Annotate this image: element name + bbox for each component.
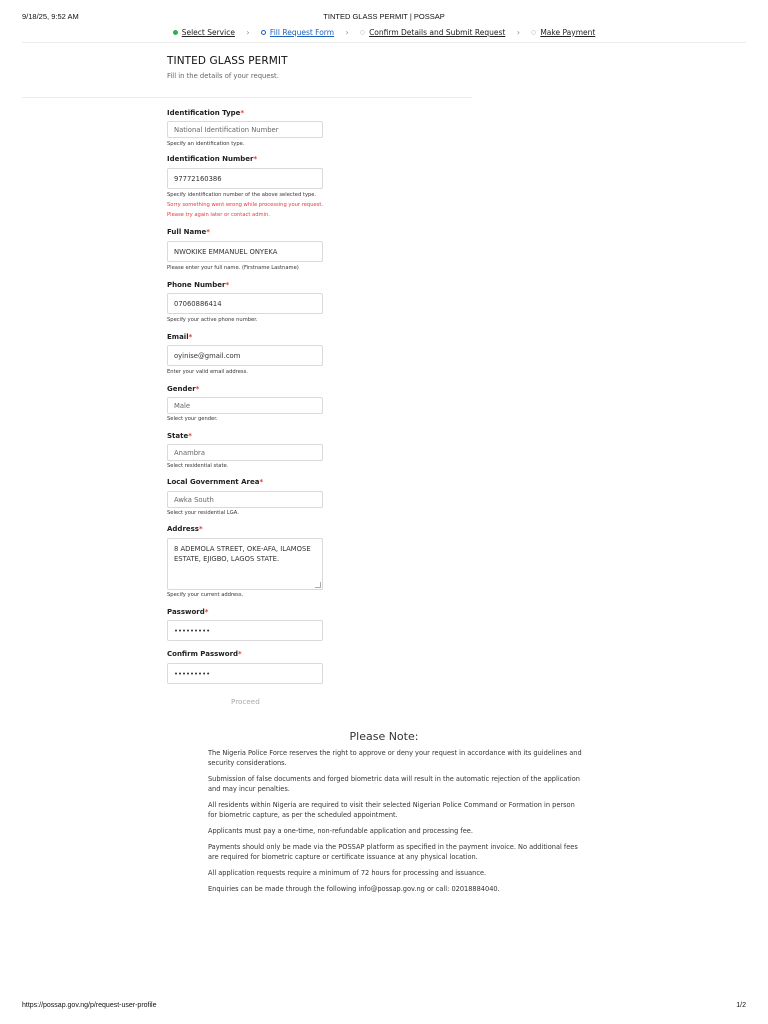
email-help: Enter your valid email address. [167, 369, 248, 375]
chevron-right-icon: › [516, 27, 520, 37]
full-name-label [167, 228, 210, 236]
phone-input[interactable]: 07060886414 [167, 293, 323, 314]
divider [22, 42, 746, 43]
password-input[interactable]: ••••••••• [167, 620, 323, 641]
confirm-password-label [167, 650, 242, 658]
required-mark: * [225, 281, 230, 289]
notes-title: Please Note: [349, 730, 419, 743]
label-text: Identification Number [167, 155, 254, 163]
gender-select[interactable]: Male [167, 397, 323, 414]
note-item: Applicants must pay a one-time, non-refundable application and processing fee. [208, 827, 473, 835]
note-item: Submission of false documents and forged biometric data will result in the automatic rejection of the application and may incur penalties. [208, 775, 580, 793]
id-number-label [167, 155, 257, 163]
full-name-help: Please enter your full name. (Firstname Lastname) [167, 265, 299, 271]
id-type-help: Specify an identification type. [167, 141, 245, 147]
gender-label [167, 385, 199, 393]
note-item: All application requests require a minimum of 72 hours for processing and issuance. [208, 869, 487, 877]
step-label: Make Payment [540, 27, 596, 37]
confirm-password-input[interactable]: ••••••••• [167, 663, 323, 684]
lga-select[interactable]: Awka South [167, 491, 323, 508]
page-subtitle: Fill in the details of your request. [167, 72, 279, 80]
address-textarea[interactable] [167, 538, 323, 590]
divider [22, 97, 472, 98]
note-item: All residents within Nigeria are required to visit their selected Nigerian Police Command or Formation in person for biometric capture, as per the scheduled appointment. [208, 801, 575, 819]
print-datetime: 9/18/25, 9:52 AM [22, 12, 79, 21]
label-text: State [167, 432, 189, 440]
chevron-right-icon: › [246, 27, 250, 37]
full-name-input[interactable]: NWOKIKE EMMANUEL ONYEKA [167, 241, 323, 262]
required-mark: * [188, 333, 193, 341]
print-url: https://possap.gov.ng/p/request-user-profile [22, 1002, 157, 1009]
check-circle-icon [173, 30, 178, 35]
step-label: Fill Request Form [269, 27, 335, 37]
error-message: Sorry something went wrong while processing your request. [167, 202, 324, 208]
lga-label [167, 478, 263, 486]
label-text: Full Name [167, 228, 207, 236]
label-text: Identification Type [167, 109, 241, 117]
required-mark: * [204, 608, 209, 616]
note-item: Payments should only be made via the POSSAP platform as specified in the payment invoice. No additional fees are required for biometric capture or certificate issuance at any physical location. [208, 843, 578, 861]
state-label [167, 432, 192, 440]
label-text: Email [167, 333, 189, 341]
label-text: Password [167, 608, 205, 616]
required-mark: * [238, 650, 242, 658]
state-select[interactable]: Anambra [167, 444, 323, 461]
chevron-right-icon: › [345, 27, 349, 37]
address-help: Specify your current address. [167, 592, 244, 598]
id-type-select[interactable]: National Identification Number [167, 121, 323, 138]
proceed-button[interactable]: Proceed [231, 697, 260, 706]
print-page-number: 1/2 [736, 1002, 746, 1009]
password-label [167, 608, 208, 616]
step-make-payment[interactable] [531, 28, 595, 37]
address-value: 8 ADEMOLA STREET, OKE-AFA, ILAMOSE ESTATE, EJIGBO, LAGOS STATE. [174, 545, 311, 563]
lga-help: Select your residential LGA. [167, 510, 239, 516]
address-label [167, 525, 203, 533]
email-input[interactable]: oyinise@gmail.com [167, 345, 323, 366]
gender-help: Select your gender. [167, 416, 218, 422]
notes-list [208, 748, 583, 900]
state-help: Select residential state. [167, 463, 229, 469]
required-mark: * [259, 478, 264, 486]
step-confirm-details[interactable] [360, 28, 505, 37]
required-mark: * [195, 385, 200, 393]
label-text: Local Government Area [167, 478, 260, 486]
required-mark: * [253, 155, 258, 163]
id-number-input[interactable]: 97772160386 [167, 168, 323, 189]
phone-help: Specify your active phone number. [167, 317, 258, 323]
label-text: Address [167, 525, 199, 533]
circle-icon [360, 30, 365, 35]
circle-icon [531, 30, 536, 35]
email-label [167, 333, 192, 341]
label-text: Confirm Password [167, 650, 239, 658]
resize-handle-icon[interactable] [315, 582, 321, 588]
step-label: Select Service [181, 27, 235, 37]
id-type-label [167, 109, 244, 117]
required-mark: * [206, 228, 210, 236]
required-mark: * [188, 432, 192, 440]
step-label: Confirm Details and Submit Request [369, 27, 506, 37]
print-header [22, 12, 746, 24]
page-title: TINTED GLASS PERMIT [167, 55, 288, 67]
id-number-help: Specify identification number of the above selected type. [167, 192, 317, 198]
step-select-service[interactable] [173, 28, 235, 37]
label-text: Gender [167, 385, 196, 393]
step-fill-request-form[interactable] [261, 28, 334, 37]
note-item: The Nigeria Police Force reserves the right to approve or deny your request in accordance with its guidelines and security considerations. [208, 749, 582, 767]
required-mark: * [240, 109, 245, 117]
error-message: Please try again later or contact admin. [167, 212, 270, 218]
note-item: Enquiries can be made through the following info@possap.gov.ng or call: 02018884040. [208, 885, 500, 893]
circle-icon [261, 30, 266, 35]
progress-steps [0, 27, 768, 41]
label-text: Phone Number [167, 281, 226, 289]
required-mark: * [198, 525, 203, 533]
phone-label [167, 281, 229, 289]
print-page-title: TINTED GLASS PERMIT | POSSAP [323, 12, 445, 21]
